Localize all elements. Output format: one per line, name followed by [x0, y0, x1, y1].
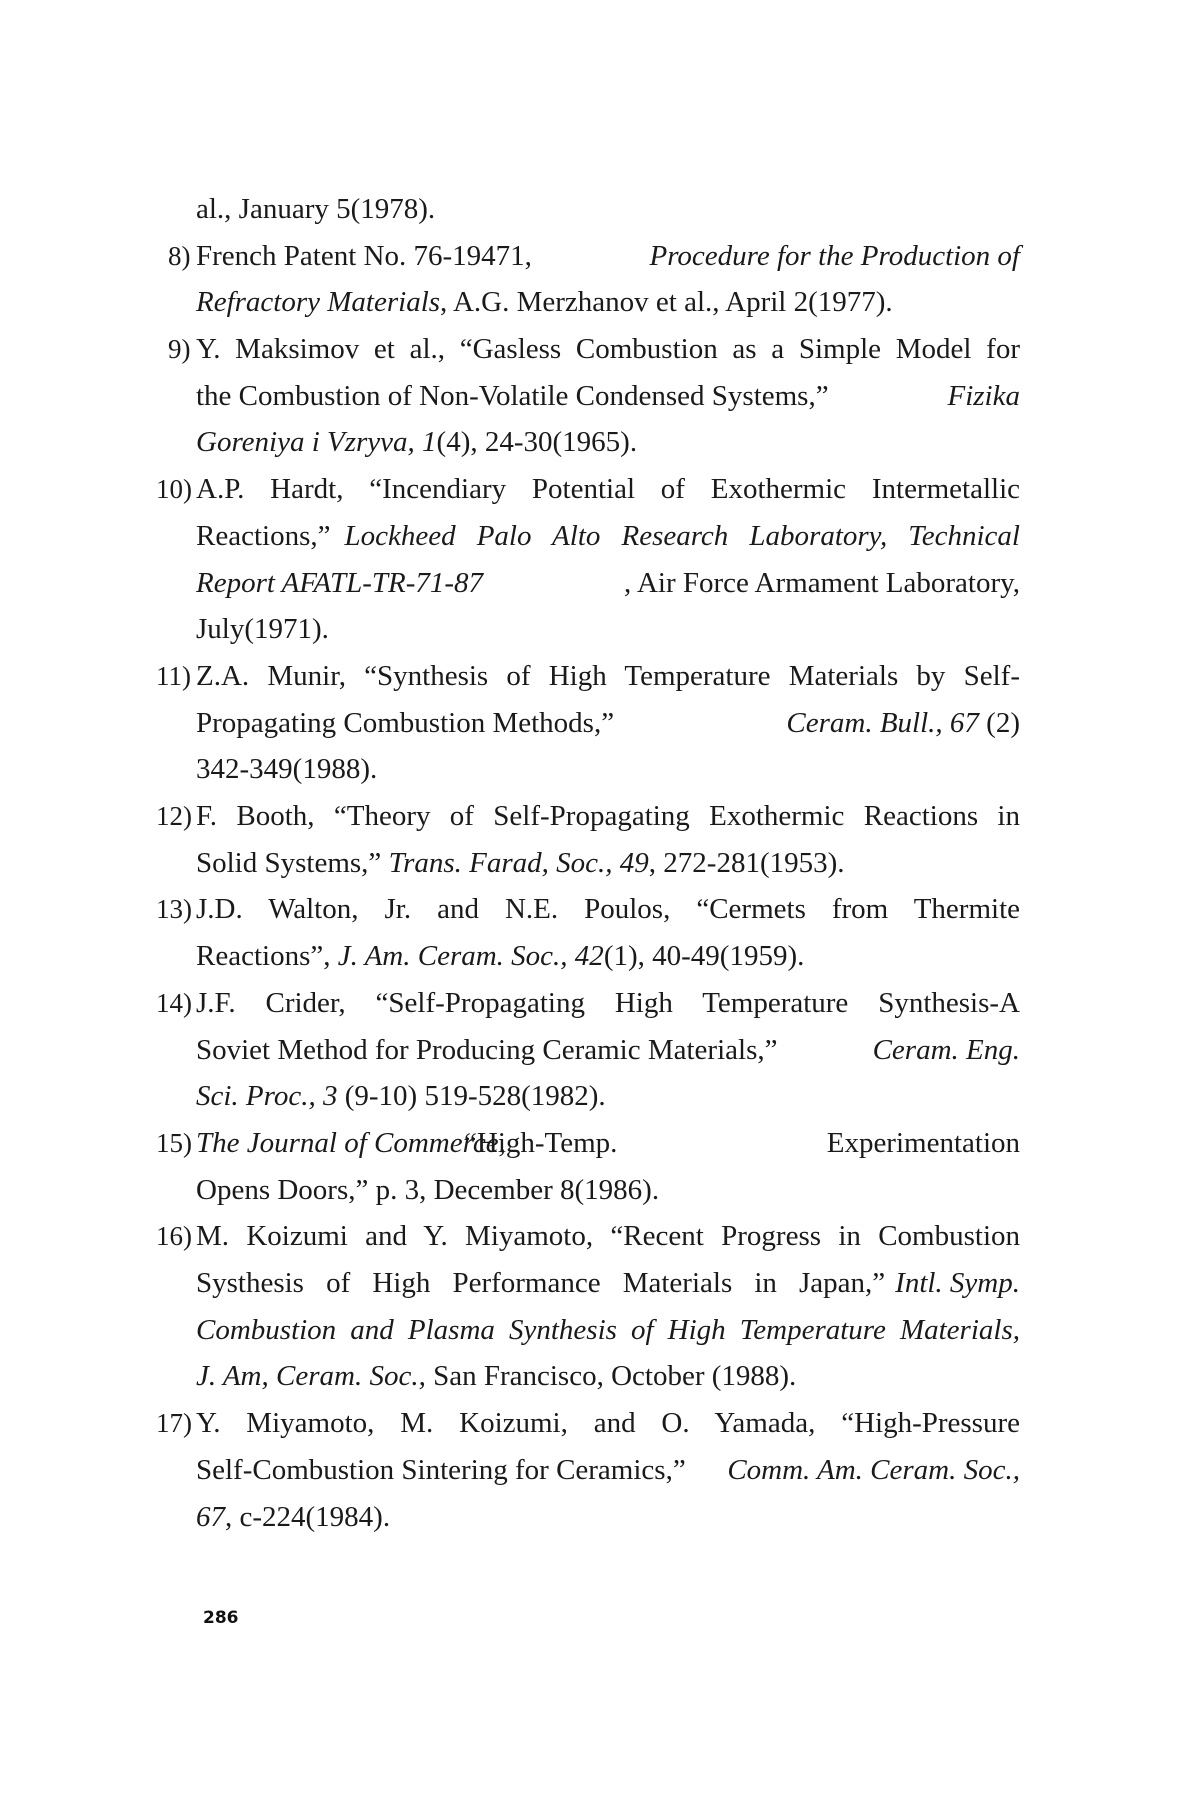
reference-text: Soviet Method for Producing Ceramic Materials,”	[196, 1033, 778, 1066]
reference-number: 15)	[156, 1127, 192, 1158]
reference-text: Solid Systems,”	[196, 846, 382, 879]
reference-14-line-3	[168, 1073, 1020, 1120]
reference-text: F. Booth, “Theory of Self-Propagating Exothermic Reactions in	[196, 800, 1020, 833]
reference-text: Systhesis of High Performance Materials in Japan,”	[196, 1267, 886, 1300]
reference-report-italic: Report AFATL-TR-71-87	[196, 566, 484, 599]
reference-journal-italic: Lockheed Palo Alto Research Laboratory, Technical	[344, 519, 1020, 552]
reference-10-line-2	[168, 513, 1020, 560]
reference-17-line-2	[168, 1447, 1020, 1494]
reference-journal-italic: Combustion and Plasma Synthesis of High Temperature Materials,	[196, 1313, 1020, 1346]
reference-16-line-2	[168, 1260, 1020, 1307]
reference-7-continuation	[168, 186, 1020, 233]
reference-journal-italic: J. Am. Ceram. Soc., 42	[337, 940, 604, 973]
reference-text: , 272-281(1953).	[648, 846, 845, 879]
reference-text: Propagating Combustion Methods,”	[196, 706, 615, 739]
reference-journal-italic: Goreniya i Vzryva, 1	[196, 426, 437, 459]
reference-text: (4), 24-30(1965).	[436, 426, 638, 459]
reference-15-line-1	[156, 1120, 1020, 1167]
reference-title-italic: Refractory Materials	[196, 286, 441, 319]
reference-number: 16)	[156, 1221, 192, 1252]
reference-10-line-1	[156, 466, 1020, 513]
reference-text: , c-224(1984).	[225, 1500, 391, 1533]
reference-text: (1), 40-49(1959).	[603, 940, 805, 973]
reference-11-line-3	[168, 746, 1020, 793]
reference-journal-italic: Comm. Am. Ceram. Soc.,	[727, 1453, 1020, 1486]
reference-text: M. Koizumi and Y. Miyamoto, “Recent Progress in Combustion	[196, 1220, 1020, 1253]
reference-8-line-2	[168, 279, 1020, 326]
reference-journal-italic: Ceram. Bull., 67	[786, 706, 979, 739]
reference-9-line-2	[168, 373, 1020, 420]
reference-number: 9)	[168, 334, 191, 365]
reference-text: , Air Force Armament Laboratory,	[624, 566, 1020, 599]
reference-text: San Francisco, October (1988).	[425, 1360, 797, 1393]
reference-9-line-3	[168, 419, 1020, 466]
reference-text: (2)	[986, 706, 1020, 739]
reference-text: Self-Combustion Sintering for Ceramics,”	[196, 1453, 686, 1486]
reference-9-line-1	[168, 326, 1020, 373]
reference-8-line-1	[168, 233, 1020, 280]
reference-text: J.F. Crider, “Self-Propagating High Temperature Synthesis-A	[196, 986, 1020, 1019]
reference-17-line-1	[156, 1400, 1020, 1447]
reference-journal-italic: Trans. Farad, Soc., 49	[388, 846, 649, 879]
reference-10-line-3	[168, 560, 1020, 607]
reference-number: 8)	[168, 240, 191, 271]
reference-number: 14)	[156, 987, 192, 1018]
reference-text: “High-Temp. Experimentation	[464, 1126, 1020, 1159]
reference-number: 12)	[156, 801, 192, 832]
reference-text: Reactions,”	[196, 519, 331, 552]
reference-17-line-3	[168, 1494, 1020, 1541]
reference-16-line-1	[156, 1213, 1020, 1260]
reference-12-line-2	[168, 840, 1020, 887]
reference-journal-italic: Sci. Proc., 3	[196, 1080, 338, 1113]
reference-11-line-1	[156, 653, 1020, 700]
reference-16-line-3	[168, 1307, 1020, 1354]
reference-11-line-2	[168, 700, 1020, 747]
reference-13-line-1	[156, 886, 1020, 933]
reference-10-line-4	[168, 606, 1020, 653]
reference-number: 10)	[156, 474, 192, 505]
reference-text: al., January 5(1978).	[196, 193, 436, 225]
reference-text: 342-349(1988).	[196, 753, 378, 786]
reference-text: A.P. Hardt, “Incendiary Potential of Exothermic Intermetallic	[196, 473, 1020, 506]
reference-list	[156, 186, 1020, 1540]
reference-15-line-2	[168, 1167, 1020, 1214]
reference-number: 11)	[156, 660, 191, 691]
reference-journal-italic: Fizika	[947, 379, 1020, 412]
reference-text: , A.G. Merzhanov et al., April 2(1977).	[440, 286, 893, 319]
reference-13-line-2	[168, 933, 1020, 980]
reference-14-line-1	[156, 980, 1020, 1027]
reference-volume-italic: 67	[196, 1500, 225, 1533]
reference-14-line-2	[168, 1027, 1020, 1074]
reference-text: Opens Doors,” p. 3, December 8(1986).	[196, 1173, 660, 1206]
reference-number: 17)	[156, 1408, 192, 1439]
reference-journal-italic: Ceram. Eng.	[872, 1033, 1020, 1066]
reference-text: July(1971).	[196, 613, 329, 646]
page-number: 286	[203, 1608, 239, 1628]
reference-text: Reactions”,	[196, 940, 331, 973]
reference-text: Y. Maksimov et al., “Gasless Combustion as a Simple Model for	[196, 333, 1020, 366]
reference-text: (9-10) 519-528(1982).	[344, 1080, 606, 1113]
reference-16-line-4	[168, 1353, 1020, 1400]
reference-journal-italic: Intl. Symp.	[895, 1267, 1020, 1300]
reference-12-line-1	[156, 793, 1020, 840]
reference-text: J.D. Walton, Jr. and N.E. Poulos, “Cermets from Thermite	[196, 893, 1020, 926]
reference-journal-italic: J. Am, Ceram. Soc.,	[196, 1360, 426, 1393]
reference-text: French Patent No. 76-19471,	[196, 239, 532, 272]
reference-text: Z.A. Munir, “Synthesis of High Temperature Materials by Self-	[196, 659, 1020, 692]
reference-journal-italic: The Journal of Commerce,	[196, 1126, 506, 1159]
reference-title-italic: Procedure for the Production of	[649, 239, 1020, 272]
reference-text: Y. Miyamoto, M. Koizumi, and O. Yamada, “High-Pressure	[196, 1407, 1020, 1440]
reference-text: the Combustion of Non-Volatile Condensed Systems,”	[196, 379, 829, 412]
reference-number: 13)	[156, 894, 192, 925]
